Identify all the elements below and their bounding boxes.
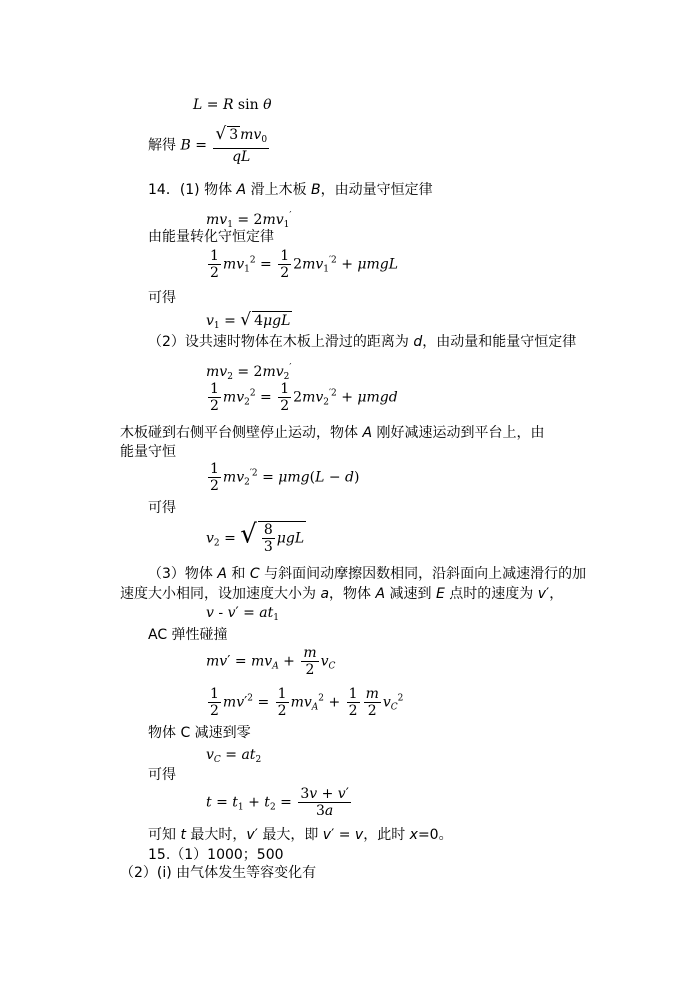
equation-v2: $v_2$ = √ $\frac{8}{3}$ μgL [206, 519, 305, 555]
paragraph-14-3b: 速度大小相同，设加速度大小为 a，物体 A 减速到 E 点时的速度为 v′， [120, 586, 564, 602]
equation-energy-4: $\frac{1}{2}$ $mv'^2$ = $\frac{1}{2}$ $mv_A^2$ + $\frac{1}{2}$ $\frac{m}{2}$ $v_C^2$ [210, 686, 404, 719]
equation-vc: $v_C = at_2$ [206, 747, 262, 765]
text-kede-1: 可得 [148, 290, 176, 306]
paragraph-15-2: （2）(i) 由气体发生等容变化有 [120, 865, 317, 881]
paragraph-14-1: 14．(1) 物体 A 滑上木板 B，由动量守恒定律 [148, 182, 433, 198]
equation-energy-3: $\frac{1}{2}$ $mv_2^{'2} = \mu mg(L - d)$ [210, 461, 360, 494]
paragraph-14-2: （2）设共速时物体在木板上滑过的距离为 d，由动量和能量守恒定律 [148, 334, 577, 350]
equation-v1: $v_1$ = √ 4μgL [206, 310, 291, 331]
equation-energy-1: $\frac{1}{2}$ $mv_1^2$ = $\frac{1}{2}$ $2mv_1^{'2} + \mu mgL$ [210, 248, 399, 281]
paragraph-board-1: 木板碰到右侧平台侧壁停止运动，物体 A 刚好减速运动到平台上，由 [120, 425, 545, 441]
text-ac-collision: AC 弹性碰撞 [148, 627, 228, 643]
equation-v-at1: $v - v' = at_1$ [206, 605, 280, 623]
text-kede-2: 可得 [148, 500, 176, 516]
paragraph-14-3a: （3）物体 A 和 C 与斜面间动摩擦因数相同，沿斜面向上减速滑行的加 [148, 566, 587, 582]
equation-momentum-2: $mv_2 = 2mv_2'$ [206, 363, 292, 382]
text-energy-law: 由能量转化守恒定律 [148, 229, 274, 245]
paragraph-conclusion: 可知 t 最大时，v′ 最大，即 v′ = v，此时 x=0。 [148, 827, 453, 843]
text-c-decelerate: 物体 C 减速到零 [148, 725, 251, 741]
paragraph-board-2: 能量守恒 [120, 444, 176, 460]
equation-energy-2: $\frac{1}{2}$ $mv_2^2$ = $\frac{1}{2}$ $2mv_2^{'2} + \mu mgd$ [210, 381, 398, 414]
equation-B: 解得 B = $\frac{√ 3 mv_0}{qL}$ [148, 124, 268, 165]
equation-t: $t = t_1 + t_2$ = $\frac{3v + v'}{3a}$ [206, 786, 349, 819]
equation-L: L = R sin θ [193, 97, 272, 113]
text-kede-3: 可得 [148, 767, 176, 783]
text-jiede: 解得 [148, 137, 181, 154]
paragraph-15-1: 15.（1）1000；500 [148, 847, 284, 863]
equation-momentum-1: $mv_1 = 2mv_1'$ [206, 211, 292, 230]
equation-momentum-3: $mv' = mv_A$ + $\frac{m}{2}$ $v_C$ [206, 645, 336, 678]
